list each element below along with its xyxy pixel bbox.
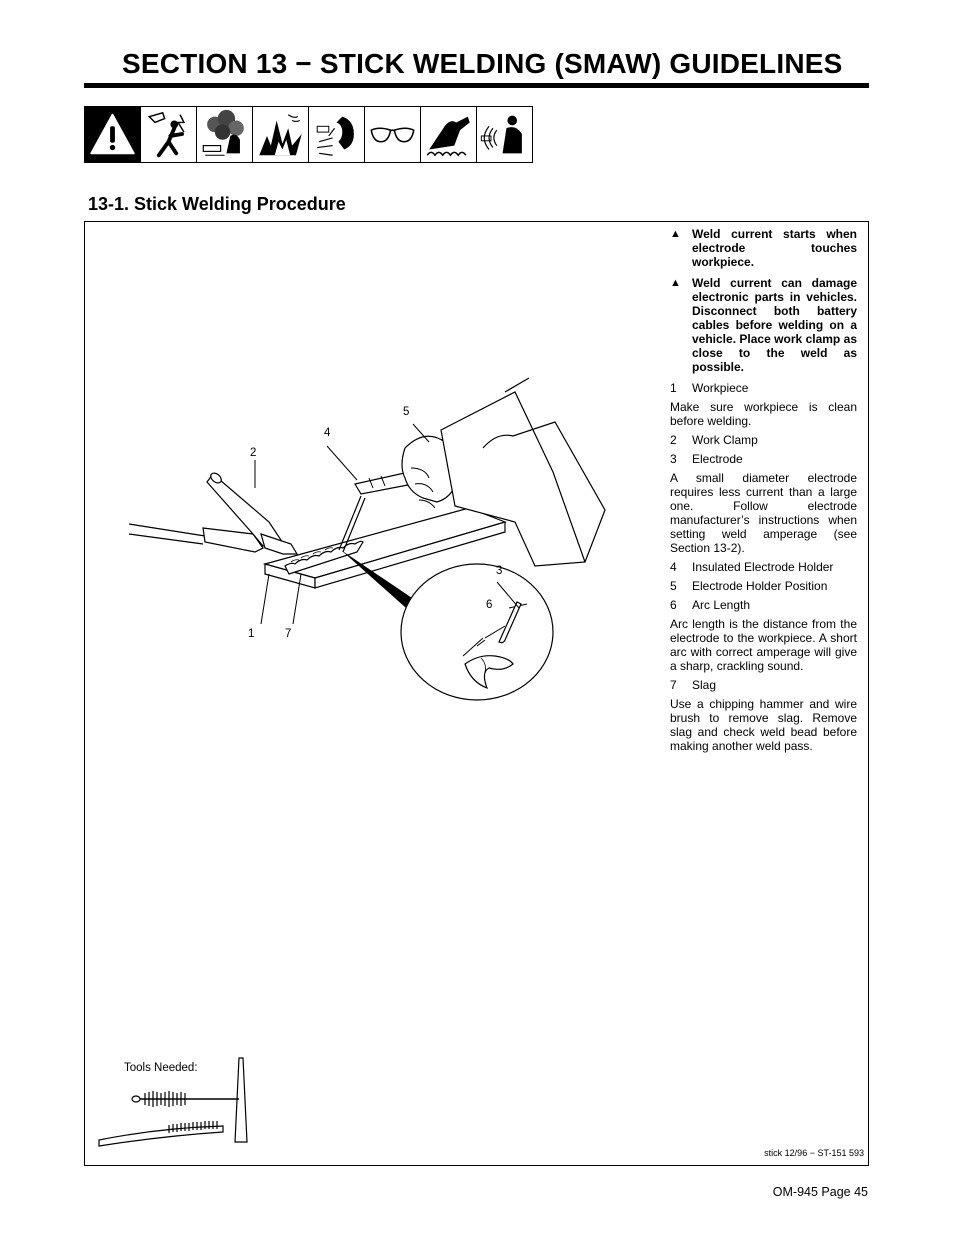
callout-6: 6 [486,599,493,611]
warning-icon [85,107,140,162]
list-item: 4 Insulated Electrode Holder [670,560,834,574]
item-description: A small diameter electrode requires less current than a large one. Follow electrode manufacturer’s instructions when setting weld amperage (see Section 13-2). [670,471,857,555]
item-label: Electrode Holder Position [692,579,828,593]
title-rule [84,83,869,88]
list-item: 3 Electrode [670,452,743,466]
fire-explosion-icon [252,107,308,162]
page-number: OM-945 Page 45 [772,1185,868,1199]
figure-code: stick 12/96 − ST-151 593 [764,1148,864,1158]
item-label: Workpiece [692,381,749,395]
item-description: Use a chipping hammer and wire brush to remove slag. Remove slag and check weld bead before making another weld pass. [670,697,857,753]
safety-glasses-icon [364,107,420,162]
warning-note [670,227,857,269]
wire-brush [99,1121,223,1146]
callout-2: 2 [250,447,257,459]
hot-parts-icon [420,107,476,162]
item-description: Arc length is the distance from the electrode to the workpiece. A short arc with correct amperage will give a sharp, crackling sound. [670,617,857,673]
item-label: Insulated Electrode Holder [692,560,834,574]
warning-triangle-icon: ▲ [670,228,681,240]
warning-note [670,276,857,374]
list-item: 6 Arc Length [670,598,751,612]
warning-text: Weld current can damage electronic parts in vehicles. Disconnect both battery cables before welding on a vehicle. Place work clamp as close to the weld as possible. [692,276,857,374]
warning-triangle-icon: ▲ [670,277,681,289]
item-label: Work Clamp [692,433,758,447]
callout-3: 3 [496,565,503,577]
callout-1: 1 [248,628,255,640]
list-item: 2 Work Clamp [670,433,758,447]
warning-text: Weld current starts when electrode touches workpiece. [692,227,857,269]
content-box [84,221,869,1166]
stick-welding-illustration [85,222,665,1162]
item-label: Slag [692,678,717,692]
callout-5: 5 [403,406,410,418]
section-heading: 13-1. Stick Welding Procedure [88,194,346,214]
list-item: 5 Electrode Holder Position [670,579,828,593]
arc-rays-icon [308,107,364,162]
work-clamp [203,471,297,554]
arc-detail-inset [401,564,553,700]
procedure-notes [670,227,857,758]
item-description: Make sure workpiece is clean before welding. [670,400,857,428]
page-title: SECTION 13 − STICK WELDING (SMAW) GUIDELINES [122,48,843,79]
item-label: Electrode [692,452,743,466]
list-item: 1 Workpiece [670,381,749,395]
electric-shock-icon [140,107,196,162]
fumes-icon [196,107,252,162]
callout-7: 7 [285,628,292,640]
safety-icon-strip [84,106,533,163]
callout-4: 4 [324,427,331,439]
list-item: 7 Slag [670,678,717,692]
emf-icon [476,107,532,162]
item-label: Arc Length [692,598,751,612]
tools-needed-label: Tools Needed: [124,1062,198,1074]
